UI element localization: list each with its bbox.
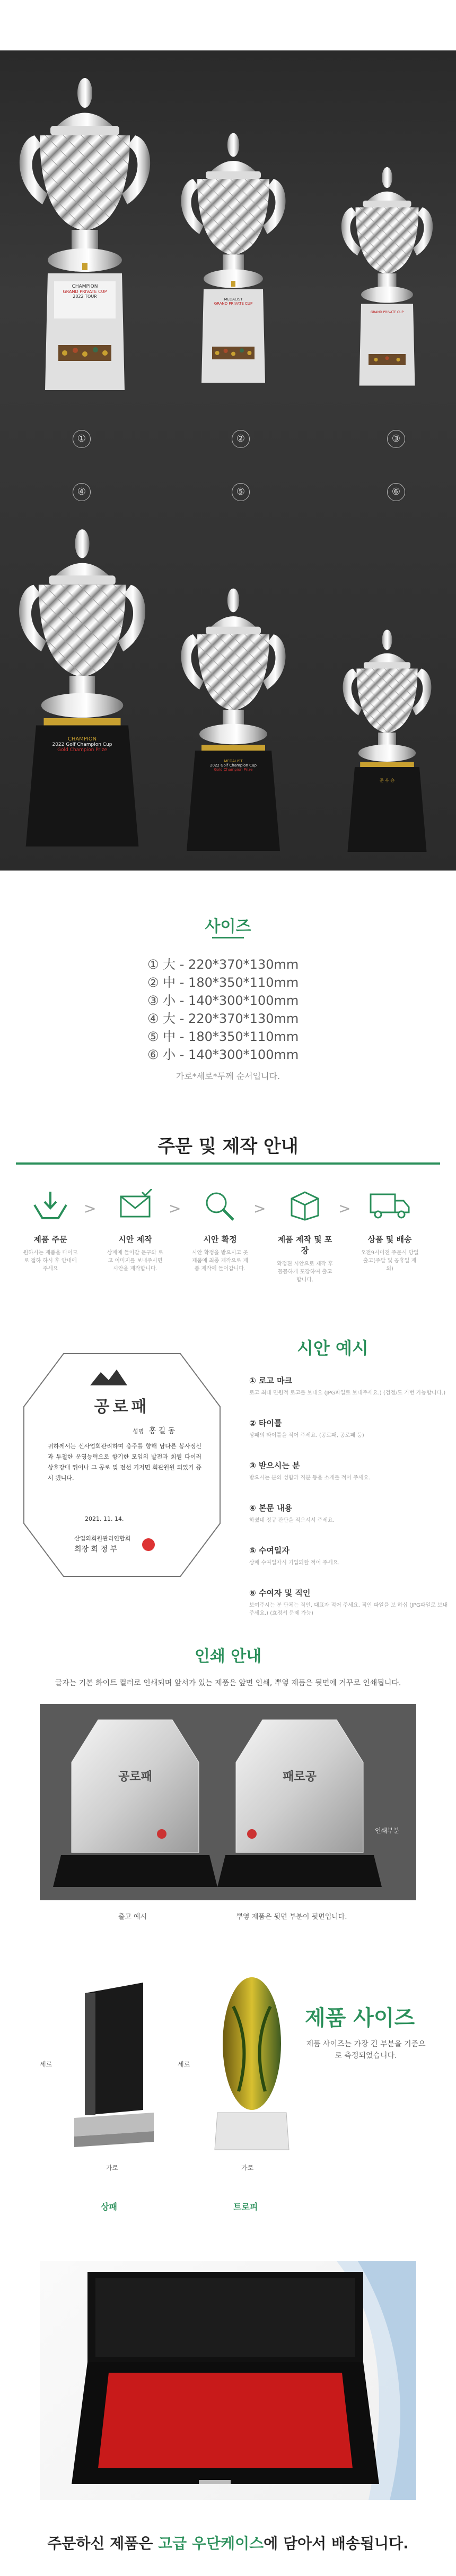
trophy-cup-icon xyxy=(170,125,297,390)
step-draft xyxy=(106,1184,164,1273)
proof-item-body: 로고 최대 민원적 로고를 보내오 (JPG파일로 보내주세요.) (검정/도 가번 가능합니다.) xyxy=(249,1390,446,1396)
glass-trophy-icon xyxy=(201,1975,302,2155)
step-label: 시안 확정 xyxy=(203,1235,237,1244)
step-label: 제품 주문 xyxy=(33,1235,67,1244)
plate-line: CHAMPION xyxy=(72,284,98,289)
plate-line: 2022 Golf Champion Cup xyxy=(52,742,112,747)
plaque-height-label: 세로 xyxy=(40,2061,52,2068)
trophy-number-1: ① xyxy=(73,430,91,448)
trophy-width-label: 가로 xyxy=(241,2164,254,2172)
plate-line: GRAND PRIVATE CUP xyxy=(63,289,107,294)
proof-item-head: ⑤ 수여일자 xyxy=(249,1546,290,1555)
plate-line: MEDALIST xyxy=(224,759,243,763)
proof-item xyxy=(249,1417,451,1440)
proof-title: 시안 예시 xyxy=(297,1338,369,1358)
size-item: ⑥ 小 - 140*300*100mm xyxy=(147,1047,299,1062)
size-list xyxy=(147,955,317,1064)
proof-item xyxy=(249,1545,451,1567)
step-produce xyxy=(276,1184,334,1284)
size-item: ④ 大 - 220*370*130mm xyxy=(147,1011,299,1026)
trophy-6[interactable] xyxy=(331,629,443,852)
plate-line: 준 우 승 xyxy=(379,778,395,783)
proof-item-head: ③ 받으시는 분 xyxy=(249,1461,300,1470)
proof-item xyxy=(249,1502,451,1524)
order-steps xyxy=(21,1184,445,1290)
proof-item-body: 상패 수여일자시 기입되할 적어 주세요. xyxy=(249,1560,340,1566)
plate-org: 산업의회원관리연합회 xyxy=(74,1535,131,1542)
proof-item-head: ① 로고 마크 xyxy=(249,1376,293,1385)
chevron-right-icon: > xyxy=(169,1200,181,1217)
proof-item-body: 보여주시는 분 단체는 직인, 대표자 적어 주세요. 직인 파일을 보 하십 (JPG파일로 보내주세요.) (효정서 문제 가능) xyxy=(249,1603,448,1616)
trophy-number-3: ③ xyxy=(387,430,405,448)
trophy-size-illustration xyxy=(201,1975,302,2155)
proof-item xyxy=(249,1587,451,1617)
print-right-caption: 뿌옇 제품은 뒷면 부분이 뒷면입니다. xyxy=(236,1913,347,1921)
size-title: 사이즈 xyxy=(205,917,251,936)
trophy-number-5: ⑤ xyxy=(232,483,250,501)
step-label: 제품 제작 및 포장 xyxy=(277,1235,332,1255)
trophy-1[interactable] xyxy=(5,77,164,390)
size-title-underline xyxy=(212,937,244,938)
step-order xyxy=(21,1184,80,1273)
trophy-cup-icon xyxy=(5,528,159,847)
trophy-cup-icon xyxy=(5,77,164,390)
size-item: ③ 小 - 140*300*100mm xyxy=(147,993,299,1008)
plate-line: Gold Champion Prize xyxy=(214,768,253,772)
trophy-5[interactable] xyxy=(170,587,297,852)
velvet-case-icon xyxy=(40,2261,416,2500)
case-text-highlight: 고급 우단케이스 xyxy=(158,2535,264,2552)
trophy-2[interactable] xyxy=(170,125,297,390)
print-title: 인쇄 안내 xyxy=(194,1647,262,1666)
trophy-number-4: ④ xyxy=(73,483,91,501)
order-divider xyxy=(16,1162,440,1165)
step-label: 시안 제작 xyxy=(118,1235,152,1244)
print-desc: 글자는 기본 화이트 컬러로 인쇄되며 앞서가 있는 제품은 앞면 인쇄, 뿌옇 제품은 뒷면에 거꾸로 인쇄됩니다. xyxy=(55,1679,401,1687)
plaque-icon xyxy=(64,1983,154,2152)
proof-items xyxy=(249,1375,451,1638)
step-desc: 시안 확정을 받으시고 곳 제품에 최종 제작으로 제품 제작에 들어갑니다. xyxy=(191,1250,249,1272)
chevron-right-icon: > xyxy=(84,1200,97,1217)
size-item: ① 大 - 220*370*130mm xyxy=(147,957,299,972)
velvet-case-photo xyxy=(40,2261,416,2500)
plate-line: MEDALIST xyxy=(224,297,243,301)
case-text-before: 주문하신 제품은 xyxy=(47,2535,159,2552)
chevron-right-icon: > xyxy=(338,1200,351,1217)
crystal-plaque-icon xyxy=(40,1704,416,1900)
print-part-label: 인쇄부분 xyxy=(375,1827,400,1834)
truck-icon xyxy=(361,1184,419,1226)
chevron-right-icon: > xyxy=(253,1200,266,1217)
trophy-number-2: ② xyxy=(232,430,250,448)
trophy-cup-icon xyxy=(331,629,443,852)
plate-line: 2022 Golf Champion Cup xyxy=(210,763,257,768)
trophy-number-6: ⑥ xyxy=(387,483,405,501)
trophy-showcase xyxy=(0,50,456,871)
plate-line: GRAND PRIVATE CUP xyxy=(370,311,404,314)
step-label: 상품 및 배송 xyxy=(367,1235,412,1244)
plaque-size-illustration xyxy=(64,1983,154,2152)
step-delivery xyxy=(361,1184,419,1273)
magnifier-icon xyxy=(191,1184,249,1226)
proof-item-body: 받으시는 분의 성함과 직분 등을 소개를 적어 주세요. xyxy=(249,1475,371,1481)
plate-line: GRAND PRIVATE CUP xyxy=(214,301,253,306)
plate-line: CHAMPION xyxy=(67,736,97,742)
proof-item-body: 상패의 타이틀을 적어 주세요. (공로패, 공로패 등) xyxy=(249,1433,364,1438)
plate-rep: 회장 회 정 부 xyxy=(74,1545,117,1554)
proof-item-head: ⑥ 수여자 및 직인 xyxy=(249,1588,311,1598)
box-icon xyxy=(276,1184,334,1226)
proof-item-head: ④ 본문 내용 xyxy=(249,1503,293,1513)
print-panel xyxy=(40,1704,416,1900)
step-desc: 상패에 들어갈 문구와 로고 이미지를 보내주시면 시안을 제작합니다. xyxy=(107,1250,164,1272)
plate-name: 홍 길 동 xyxy=(148,1427,176,1435)
size-note: 가로*세로*두께 순서입니다. xyxy=(176,1071,280,1081)
size-item: ⑤ 中 - 180*350*110mm xyxy=(147,1029,299,1044)
step-desc: 오전9시이전 주문시 당일 출고(주말 및 공휴일 제외) xyxy=(361,1250,419,1272)
plaque-width-label: 가로 xyxy=(106,2164,119,2172)
trophy-cup-icon xyxy=(331,162,443,390)
plaque-kind-label: 상패 xyxy=(101,2202,117,2212)
cart-download-icon xyxy=(21,1184,80,1226)
case-shipping-text xyxy=(0,2532,456,2553)
order-title: 주문 및 제작 안내 xyxy=(157,1136,299,1157)
trophy-kind-label: 트로피 xyxy=(233,2202,258,2212)
product-size-desc: 제품 사이즈는 가장 긴 부분을 기준으로 측정되었습니다. xyxy=(306,2040,426,2060)
plate-line: Gold Champion Prize xyxy=(57,747,107,753)
trophy-4[interactable] xyxy=(5,528,159,847)
plate-date: 2021. 11. 14. xyxy=(85,1515,124,1522)
product-size-title: 제품 사이즈 xyxy=(305,2006,415,2030)
proof-item xyxy=(249,1460,451,1482)
size-item: ② 中 - 180*350*110mm xyxy=(147,975,299,990)
trophy-cup-icon xyxy=(170,587,297,852)
case-text-after: 에 담아서 배송됩니다. xyxy=(264,2535,409,2552)
trophy-3[interactable] xyxy=(331,162,443,390)
print-left-caption: 출고 예시 xyxy=(118,1913,147,1921)
plate-name-prefix: 성명 xyxy=(133,1428,144,1435)
print-right-plate-title: 패로공 xyxy=(283,1770,317,1784)
step-confirm xyxy=(191,1184,249,1273)
proof-item-head: ② 타이틀 xyxy=(249,1418,282,1428)
mail-check-icon xyxy=(106,1184,164,1226)
plate-body: 귀하께서는 신사업회관리하며 충주를 향해 남다른 봉사정신과 투철한 운영능력으로 항기한 모임의 발전과 회원 다이러 상호강대 뛰어나 그 공로 및 전선 기저면 회관원원 되었기 증서 됐니다. xyxy=(48,1443,201,1481)
print-left-plate-title: 공로패 xyxy=(118,1770,152,1784)
trophy-height-label: 세로 xyxy=(178,2061,190,2068)
plate-title: 공로패 xyxy=(94,1398,150,1416)
proof-plate xyxy=(16,1343,228,1587)
step-desc: 확정된 시안으로 제작 후 꼼꼼하게 포장하여 출고합니다. xyxy=(276,1261,334,1283)
step-desc: 원하시는 제품을 다이므로 접하 하시 후 안내에 주세요 xyxy=(23,1250,78,1272)
proof-item xyxy=(249,1375,451,1397)
proof-item-body: 하셨네 정규 판단을 적으셔서 주세요. xyxy=(249,1518,335,1523)
plate-line: 2022 TOUR xyxy=(73,294,97,299)
